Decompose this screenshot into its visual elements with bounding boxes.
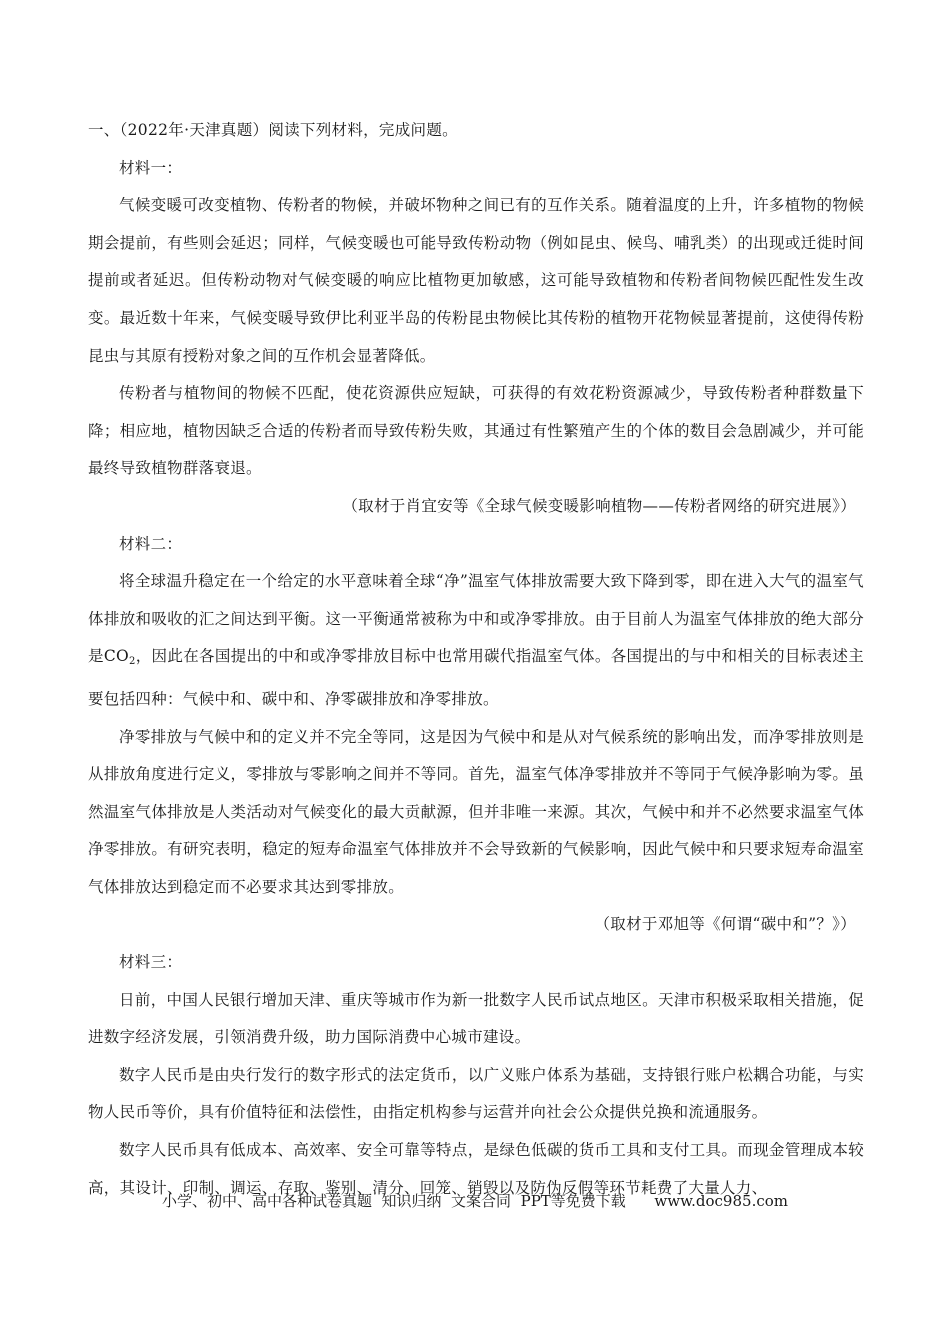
material-2-paragraph-1-part-b: ，因此在各国提出的中和或净零排放目标中也常用碳代指温室气体。各国提出的与中和相关的目标表述主要包括四种：气候中和、碳中和、净零碳排放和净零排放。	[88, 647, 864, 708]
material-3-paragraph-2: 数字人民币是由央行发行的数字形式的法定货币，以广义账户体系为基础，支持银行账户松耦合功能，与实物人民币等价，具有价值特征和法偿性，由指定机构参与运营并向社会公众提供兑换和流通服务。	[88, 1065, 864, 1122]
document-body	[88, 112, 864, 1207]
material-2-paragraph-1	[88, 563, 864, 718]
material-2-paragraph-1-part-a: 将全球温升稳定在一个给定的水平意味着全球“净”温室气体排放需要大致下降到零，即在进入大气的温室气体排放和吸收的汇之间达到平衡。这一平衡通常被称为中和或净零排放。由于目前人为温室气体排放的绝大部分是CO	[88, 572, 864, 666]
question-title: 一、（2022年·天津真题）阅读下列材料，完成问题。	[88, 121, 458, 139]
material-1-source: （取材于肖宜安等《全球气候变暖影响植物——传粉者网络的研究进展》）	[342, 496, 856, 515]
co2-subscript: 2	[129, 656, 136, 668]
material-2-source: （取材于邓旭等《何谓“碳中和”？》）	[594, 915, 856, 934]
material-3-paragraph-1: 日前，中国人民银行增加天津、重庆等城市作为新一批数字人民币试点地区。天津市积极采取相关措施，促进数字经济发展，引领消费升级，助力国际消费中心城市建设。	[88, 990, 864, 1047]
material-2-paragraph-2: 净零排放与气候中和的定义并不完全等同，这是因为气候中和是从对气候系统的影响出发，而净零排放则是从排放角度进行定义，零排放与零影响之间并不等同。首先，温室气体净零排放并不等同于气候净影响为零。虽然温室气体排放是人类活动对气候变化的最大贡献源，但并非唯一来源。其次，气候中和并不必然要求温室气体净零排放。有研究表明，稳定的短寿命温室气体排放并不会导致新的气候影响，因此气候中和只要求短寿命温室气体排放达到稳定而不必要求其达到零排放。	[88, 727, 864, 896]
material-1-paragraph-2: 传粉者与植物间的物候不匹配，使花资源供应短缺，可获得的有效花粉资源减少，导致传粉者种群数量下降；相应地，植物因缺乏合适的传粉者而导致传粉失败，其通过有性繁殖产生的个体的数目会急剧减少，并可能最终导致植物群落衰退。	[88, 384, 864, 478]
material-2-heading: 材料二：	[119, 534, 183, 553]
page-footer: 小学、初中、高中各种试卷真题 知识归纳 文案合同 PPT等免费下载 www.doc985.com	[161, 1192, 788, 1210]
material-1-paragraph-1: 气候变暖可改变植物、传粉者的物候，并破坏物种之间已有的互作关系。随着温度的上升，许多植物的物候期会提前，有些则会延迟；同样，气候变暖也可能导致传粉动物（例如昆虫、候鸟、哺乳类）的出现或迁徙时间提前或者延迟。但传粉动物对气候变暖的响应比植物更加敏感，这可能导致植物和传粉者间物候匹配性发生改变。最近数十年来，气候变暖导致伊比利亚半岛的传粉昆虫物候比其传粉的植物开花物候显著提前，这使得传粉昆虫与其原有授粉对象之间的互作机会显著降低。	[88, 196, 864, 365]
material-3-heading: 材料三：	[119, 953, 183, 972]
material-1-heading: 材料一：	[119, 158, 183, 177]
material-3-paragraph-3: 数字人民币具有低成本、高效率、安全可靠等特点，是绿色低碳的货币工具和支付工具。而现金管理成本较高，其设计、印制、调运、存取、鉴别、清分、回笼、销毁以及防伪反假等环节耗费了大量人力、	[88, 1141, 864, 1197]
